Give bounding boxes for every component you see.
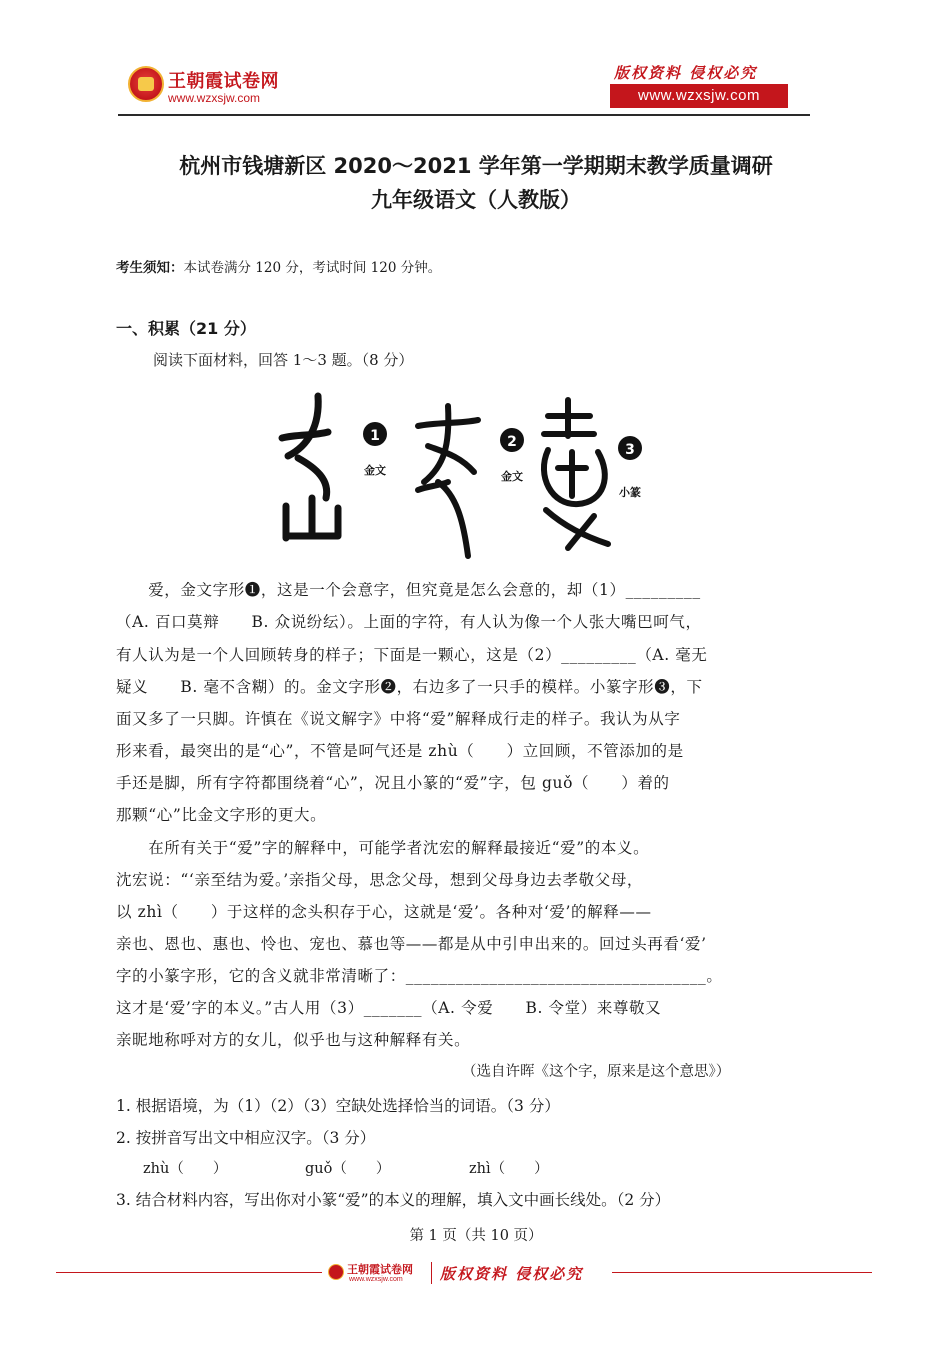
passage-line: 亲也、恩也、惠也、怜也、宠也、慕也等——都是从中引申出来的。回过头再看‘爱’ (116, 935, 707, 953)
notice-text: 本试卷满分 120 分，考试时间 120 分钟。 (183, 260, 442, 276)
glyph-jinwen-2 (418, 406, 478, 556)
pinyin-item-zhi: zhì（ ） (469, 1161, 549, 1177)
page-number: 第 1 页（共 10 页） (409, 1228, 543, 1244)
passage-line: 在所有关于“爱”字的解释中，可能学者沈宏的解释最接近“爱”的本义。 (116, 839, 650, 857)
header-logo (128, 66, 298, 110)
glyph-num-3: 3 (625, 442, 635, 458)
glyph-label-1: 金文 (364, 464, 386, 477)
passage-line: 这才是‘爱’字的本义。”古人用（3）_______（A. 令爱 B. 令堂）来尊敬又 (116, 999, 662, 1017)
passage-line: 面又多了一只脚。许慎在《说文解字》中将“爱”解释成行走的样子。我认为从字 (116, 710, 681, 728)
passage-source: （选自许晖《这个字，原来是这个意思》） (462, 1064, 731, 1080)
glyph-label-3: 小篆 (619, 486, 641, 499)
footer-url[interactable]: www.wzxsjw.com (349, 1276, 403, 1283)
header-url-left[interactable]: www.wzxsjw.com (168, 91, 261, 105)
passage-line: 有人认为是一个人回顾转身的样子；下面是一颗心，这是（2）_________（A. 毫无 (116, 646, 708, 664)
footer-brand: 王朝霞试卷网 (347, 1263, 413, 1276)
pinyin-item-guo: guǒ（ ） (305, 1161, 391, 1177)
page-subtitle: 九年级语文（人教版） (371, 188, 581, 212)
glyph-xiaozhuan-3 (544, 400, 608, 548)
passage-line: 手还是脚，所有字符都围绕着“心”，况且小篆的“爱”字，包 guǒ（ ）着的 (116, 774, 670, 792)
passage-line: 形来看，最突出的是“心”，不管是呵气还是 zhù（ ）立回顾，不管添加的是 (116, 742, 684, 760)
question-2: 2. 按拼音写出文中相应汉字。（3 分） (116, 1129, 376, 1147)
passage-line: 沈宏说：“‘亲至结为爱。’亲指父母，思念父母，想到父母身边去孝敬父母， (116, 871, 644, 889)
glyph-num-2: 2 (507, 434, 517, 450)
glyph-label-2: 金文 (501, 470, 523, 483)
passage-line: （A. 百口莫辩 B. 众说纷纭）。上面的字符，有人认为像一个人张大嘴巴呵气， (116, 613, 702, 631)
footer-separator (431, 1262, 432, 1284)
passage-line: 爱，金文字形❶，这是一个会意字，但究竟是怎么会意的，却（1）_________ (116, 581, 701, 599)
header-divider (118, 114, 810, 116)
glyph-num-1: 1 (370, 428, 380, 444)
section-heading: 一、积累（21 分） (116, 319, 256, 338)
notice-label: 考生须知： (116, 260, 184, 276)
pinyin-row (143, 1157, 623, 1179)
passage-line: 字的小篆字形，它的含义就非常清晰了：____________________________________。 (116, 967, 723, 985)
footer-copyright: 版权资料 侵权必究 (440, 1265, 584, 1283)
exam-notice (116, 256, 441, 276)
footer-seal-icon (328, 1264, 344, 1280)
footer-line-left (56, 1272, 322, 1273)
passage-line: 那颗“心”比金文字形的更大。 (116, 806, 327, 824)
question-1: 1. 根据语境，为（1）（2）（3）空缺处选择恰当的词语。（3 分） (116, 1097, 560, 1115)
header-copyright: 版权资料 侵权必究 (614, 64, 758, 82)
passage-line: 以 zhì（ ）于这样的念头积存于心，这就是‘爱’。各种对‘爱’的解释—— (116, 903, 652, 921)
logo-seal-icon (128, 66, 164, 102)
page-title: 杭州市钱塘新区 2020～2021 学年第一学期期末教学质量调研 (179, 154, 773, 178)
ancient-glyphs-figure (268, 386, 648, 564)
glyph-jinwen-1 (282, 396, 338, 538)
passage-line: 疑义 B. 毫不含糊）的。金文字形❷，右边多了一只手的模样。小篆字形❸，下 (116, 678, 703, 696)
header-brand: 王朝霞试卷网 (168, 71, 279, 92)
section-intro: 阅读下面材料，回答 1～3 题。（8 分） (153, 351, 414, 369)
footer-line-right (612, 1272, 872, 1273)
header-url-right[interactable]: www.wzxsjw.com (610, 84, 788, 108)
passage-line: 亲昵地称呼对方的女儿，似乎也与这种解释有关。 (116, 1031, 471, 1049)
pinyin-item-zhu: zhù（ ） (143, 1161, 228, 1177)
question-3: 3. 结合材料内容，写出你对小篆“爱”的本义的理解，填入文中画长线处。（2 分） (116, 1191, 671, 1209)
